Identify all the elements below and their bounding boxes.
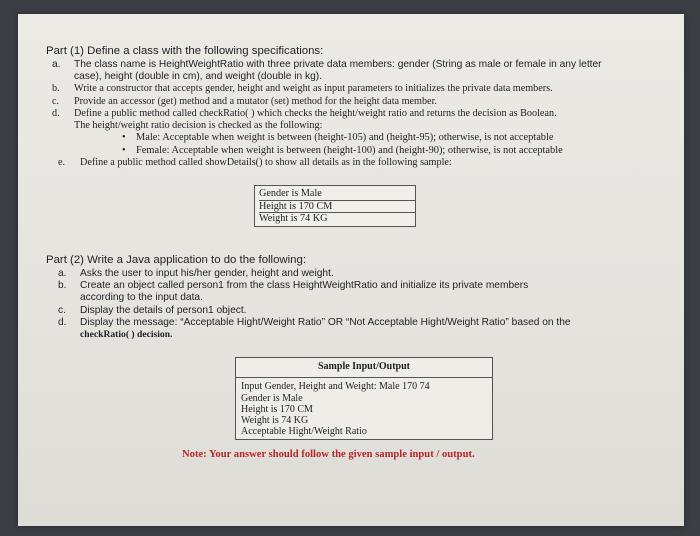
item-marker: d. (58, 316, 67, 328)
item-marker: d. (52, 107, 60, 119)
item-line: The class name is HeightWeightRatio with three private data members: gender (String as male or female in any letter (74, 59, 602, 70)
sample-io-header: Sample Input/Output (236, 358, 492, 378)
part1-item-a (46, 59, 676, 83)
part2-item-c (52, 305, 676, 317)
item-line: Display the message: “Acceptable Hight/Weight Ratio” OR “Not Acceptable Hight/Weight Ratio” based on the (80, 316, 571, 328)
item-line: The height/weight ratio decision is checked as the following: (74, 120, 323, 132)
assignment-text (46, 44, 676, 462)
item-line: checkRatio( ) decision. (80, 329, 173, 341)
item-line: Provide an accessor (get) method and a mutator (set) method for the height data member. (74, 95, 437, 107)
rule-female: • Female: Acceptable when weight is between (height-100) and (height-90); otherwise, is not acceptable (122, 145, 676, 157)
item-marker: c. (52, 95, 60, 107)
item-line: Define a public method called checkRatio( ) which checks the height/weight ratio and returns the decision as Boolean. (74, 107, 557, 119)
item-line: case), height (double in cm), and weight (double in kg). (74, 71, 323, 83)
item-line: Write a constructor that accepts gender, height and weight as input parameters to initializes the private data members. (74, 83, 553, 95)
part2-item-d (52, 317, 676, 341)
item-marker: b. (58, 280, 67, 292)
item-marker: a. (58, 268, 67, 280)
item-line: Display the details of person1 object. (80, 304, 247, 316)
item-line: Asks the user to input his/her gender, height and weight. (80, 268, 334, 280)
sample-io-line: Weight is 74 KG (241, 415, 309, 427)
sample-line: Weight is 74 KG (259, 213, 328, 225)
sample-output-box (254, 185, 416, 227)
sample-io-line: Height is 170 CM (241, 403, 313, 415)
document-page (18, 14, 684, 526)
item-marker: a. (52, 59, 61, 70)
part1-item-b (46, 83, 676, 95)
item-line: Define a public method called showDetails() to show all details as in the following sample: (80, 157, 452, 169)
part1-item-d (46, 108, 676, 132)
part2-item-b (52, 280, 676, 304)
sample-line: Gender is Male (259, 188, 415, 201)
sample-io-line: Acceptable Hight/Weight Ratio (241, 426, 367, 438)
item-line: Create an object called person1 from the class HeightWeightRatio and initialize its private members (80, 280, 529, 292)
item-line: according to the input data. (80, 292, 203, 304)
ratio-rules (122, 132, 676, 157)
item-marker: b. (52, 83, 60, 95)
sample-io-line: Input Gender, Height and Weight: Male 170 74 (241, 381, 430, 393)
item-marker: e. (58, 157, 66, 169)
part1-item-c (46, 96, 676, 108)
sample-io-box (235, 357, 493, 440)
note-text: Note: Your answer should follow the given sample input / output. (182, 449, 475, 461)
part2-item-a (52, 268, 676, 280)
rule-male: • Male: Acceptable when weight is between (height-105) and (height-95); otherwise, is not acceptable (122, 132, 676, 144)
item-marker: c. (58, 304, 66, 316)
sample-line: Height is 170 CM (259, 201, 415, 214)
part1-item-e (52, 157, 676, 169)
sample-io-line: Gender is Male (241, 392, 303, 404)
part1-title: Part (1) Define a class with the following specifications: (46, 45, 324, 57)
part2-title: Part (2) Write a Java application to do the following: (46, 254, 307, 267)
